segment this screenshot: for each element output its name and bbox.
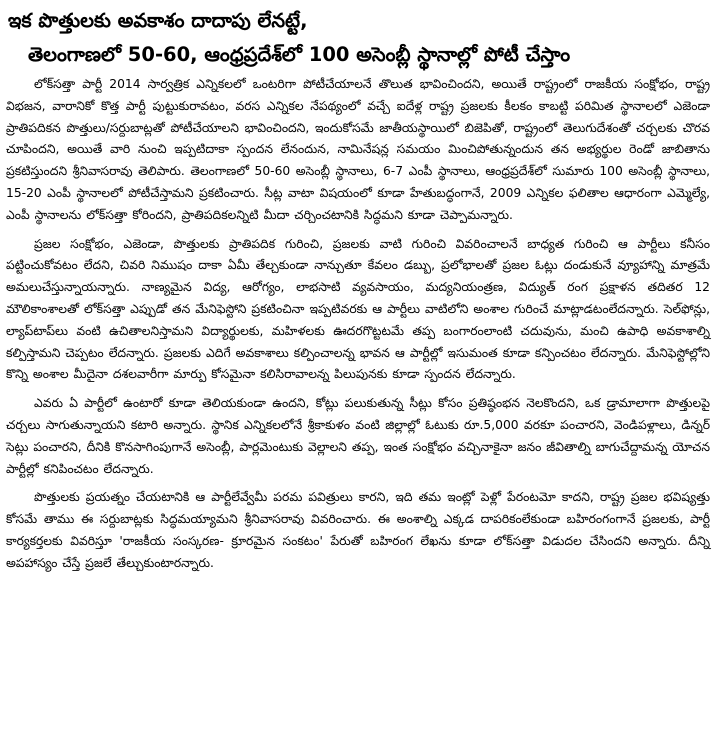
headline-line-1: ఇక పొత్తులకు అవకాశం దాదాపు లేనట్టే, [8, 9, 308, 32]
headline-line-2: తెలంగాణలో 50-60, ఆంధ్రప్రదేశ్‌లో 100 అసెంబ్లీ స్థానాల్లో పోటీ చేస్తాం [28, 43, 571, 66]
article-paragraph-1: లోక్‌సత్తా పార్టీ 2014 సార్వత్రిక ఎన్నికలలో ఒంటరిగా పోటీచేయాలనే తొలుత భావించిందని, అయితే రాష్ట్రంలో రాజకీయ సంక్షోభం, రాష్ట్ర విభజన, వారానికో కొత్త పార్టీ పుట్టుకురావటం, వరస ఎన్నికల నేపథ్యంలో వచ్చే ఐదేళ్ల రాష్ట్ర ప్రజలకు కీలకం కాబట్టి పరిమిత స్థానాలలో ఎజెండా ప్రాతిపదికన పొత్తులు/సర్దుబాట్లతో పోటీచేయాలని భావించిందని, ఇందుకోసమే జాతీయస్థాయిలో బిజెపితో, రాష్ట్రంలో తెలుగుదేశంతో చర్చలకు చొరవ చూపిందని, అయితే వారి నుంచి ఇప్పటిదాకా స్పందన లేనందున, నామినేషన్ల సమయం మించిపోతున్నందున తన అభ్యర్థుల రెండో జాబితాను ప్రకటిస్తుందని శ్రీనివాసరావు తెలిపారు. తెలంగాణలో 50-60 అసెంబ్లీ స్థానాలు, 6-7 ఎంపీ స్థానాలు, ఆంధ్రప్రదేశ్‌లో సుమారు 100 అసెంబ్లీ స్థానాలు, 15-20 ఎంపీ స్థానాలలో పోటీచేస్తామని ప్రకటించారు. సీట్ల వాటా విషయంలో కూడా హేతుబద్ధంగానే, 2009 ఎన్నికల ఫలితాల ఆధారంగా ఎమ్మెల్యే, ఎంపీ స్థానాలను లోక్‌సత్తా కోరిందని, ప్రాతిపదికలన్నిటి మీదా చర్చించటానికి సిద్ధమని కూడా చెప్పామన్నారు. [6, 77, 710, 222]
article-paragraph-2: ప్రజల సంక్షోభం, ఎజెండా, పొత్తులకు ప్రాతిపదిక గురించి, ప్రజలకు వాటి గురించి వివరించాలనే బాధ్యత గురించి ఆ పార్టీలు కనీసం పట్టించుకోవటం లేదని, చివరి నిముషం దాకా ఏమీ తేల్చకుండా నాన్చుతూ కేవలం డబ్బు, ప్రలోభాలతో ప్రజల ఓట్లు దండుకునే వ్యూహాన్ని మాత్రమే అమలుచేస్తున్నాయన్నారు. నాణ్యమైన విద్య, ఆరోగ్యం, లాభసాటి వ్యవసాయం, మద్యనియంత్రణ, విద్యుత్ రంగ ప్రక్షాళన తదితర 12 మౌలికాంశాలతో లోక్‌సత్తా ఎప్పుడో తన మేనిఫెస్టోని ప్రకటించినా ఇప్పటివరకు ఆ పార్టీలు వాటిలోని అంశాల గురించే మాట్లాడటంలేదన్నారు. సెల్‌ఫోన్లు, ల్యాప్‌టాప్‌లు వంటి ఉచితాలనిస్తామని విద్యార్థులకు, మహిళలకు ఊదరగొట్టటమే తప్ప బంగారంలాంటి చదువును, మంచి ఉపాధి అవకాశాల్ని కల్పిస్తామని చెప్పటం లేదన్నారు. ప్రజలకు ఎదిగే అవకాశాలు కల్పించాలన్న భావన ఆ పార్టీల్లో ఇసుమంత కూడా కన్పించటం లేదన్నారు. మేనిఫెస్టోల్లోని కొన్ని అంశాల మీదైనా దశలవారీగా మార్పు కోసమైనా కలిసిరావాలన్న పిలుపునకు కూడా స్పందన లేదన్నారు. [6, 236, 710, 382]
article-paragraph-4: పొత్తులకు ప్రయత్నం చేయటానికి ఆ పార్టీలేవ్వేమీ పరమ పవిత్రులు కారని, ఇది తమ ఇంట్లో పెళ్లో పేరంటమో కాదని, రాష్ట్ర ప్రజల భవిష్యత్తు కోసమే తాము ఈ సర్దుబాట్లకు సిద్ధమయ్యామని శ్రీనివాసరావు వివరించారు. ఈ అంశాల్ని ఎక్కడ దాపరికంలేకుండా బహిరంగంగానే ప్రజలకు, పార్టీ కార్యకర్తలకు వివరిస్తూ 'రాజకీయ సంస్కరణ- క్రూరమైన సంకటం' పేరుతో బహిరంగ లేఖను కూడా లోక్‌సత్తా విడుదల చేసిందని అన్నారు. దీన్ని అపహాస్యం చేస్తే ప్రజలే తేల్చుకుంటారన్నారు. [6, 490, 710, 570]
article-paragraph-3: ఎవరు ఏ పార్టీలో ఉంటారో కూడా తెలియకుండా ఉందని, కోట్లు పలుకుతున్న సీట్లు కోసం ప్రతిష్ఠంభన నెలకొందని, ఒక డ్రామాలాగా పొత్తులపై చర్చలు సాగుతున్నాయని కటారి అన్నారు. స్థానిక ఎన్నికలలోనే శ్రీకాకుళం వంటి జిల్లాల్లో ఓటుకు రూ.5,000 వరకూ పంచారని, వెండిపళ్లాలు, డిన్నర్ సెట్లు పంచారని, దీనికి కొనసాగింపుగానే అసెంబ్లీ, పార్లమెంటుకు వెల్లాలని తప్ప, ఇంత సంక్షోభం వచ్చినాకైనా జనం జీవితాల్ని బాగుచేద్దామన్న యోచన పార్టీల్లో కనిపించటం లేదన్నారు. [6, 396, 710, 476]
article-headline [6, 4, 710, 72]
